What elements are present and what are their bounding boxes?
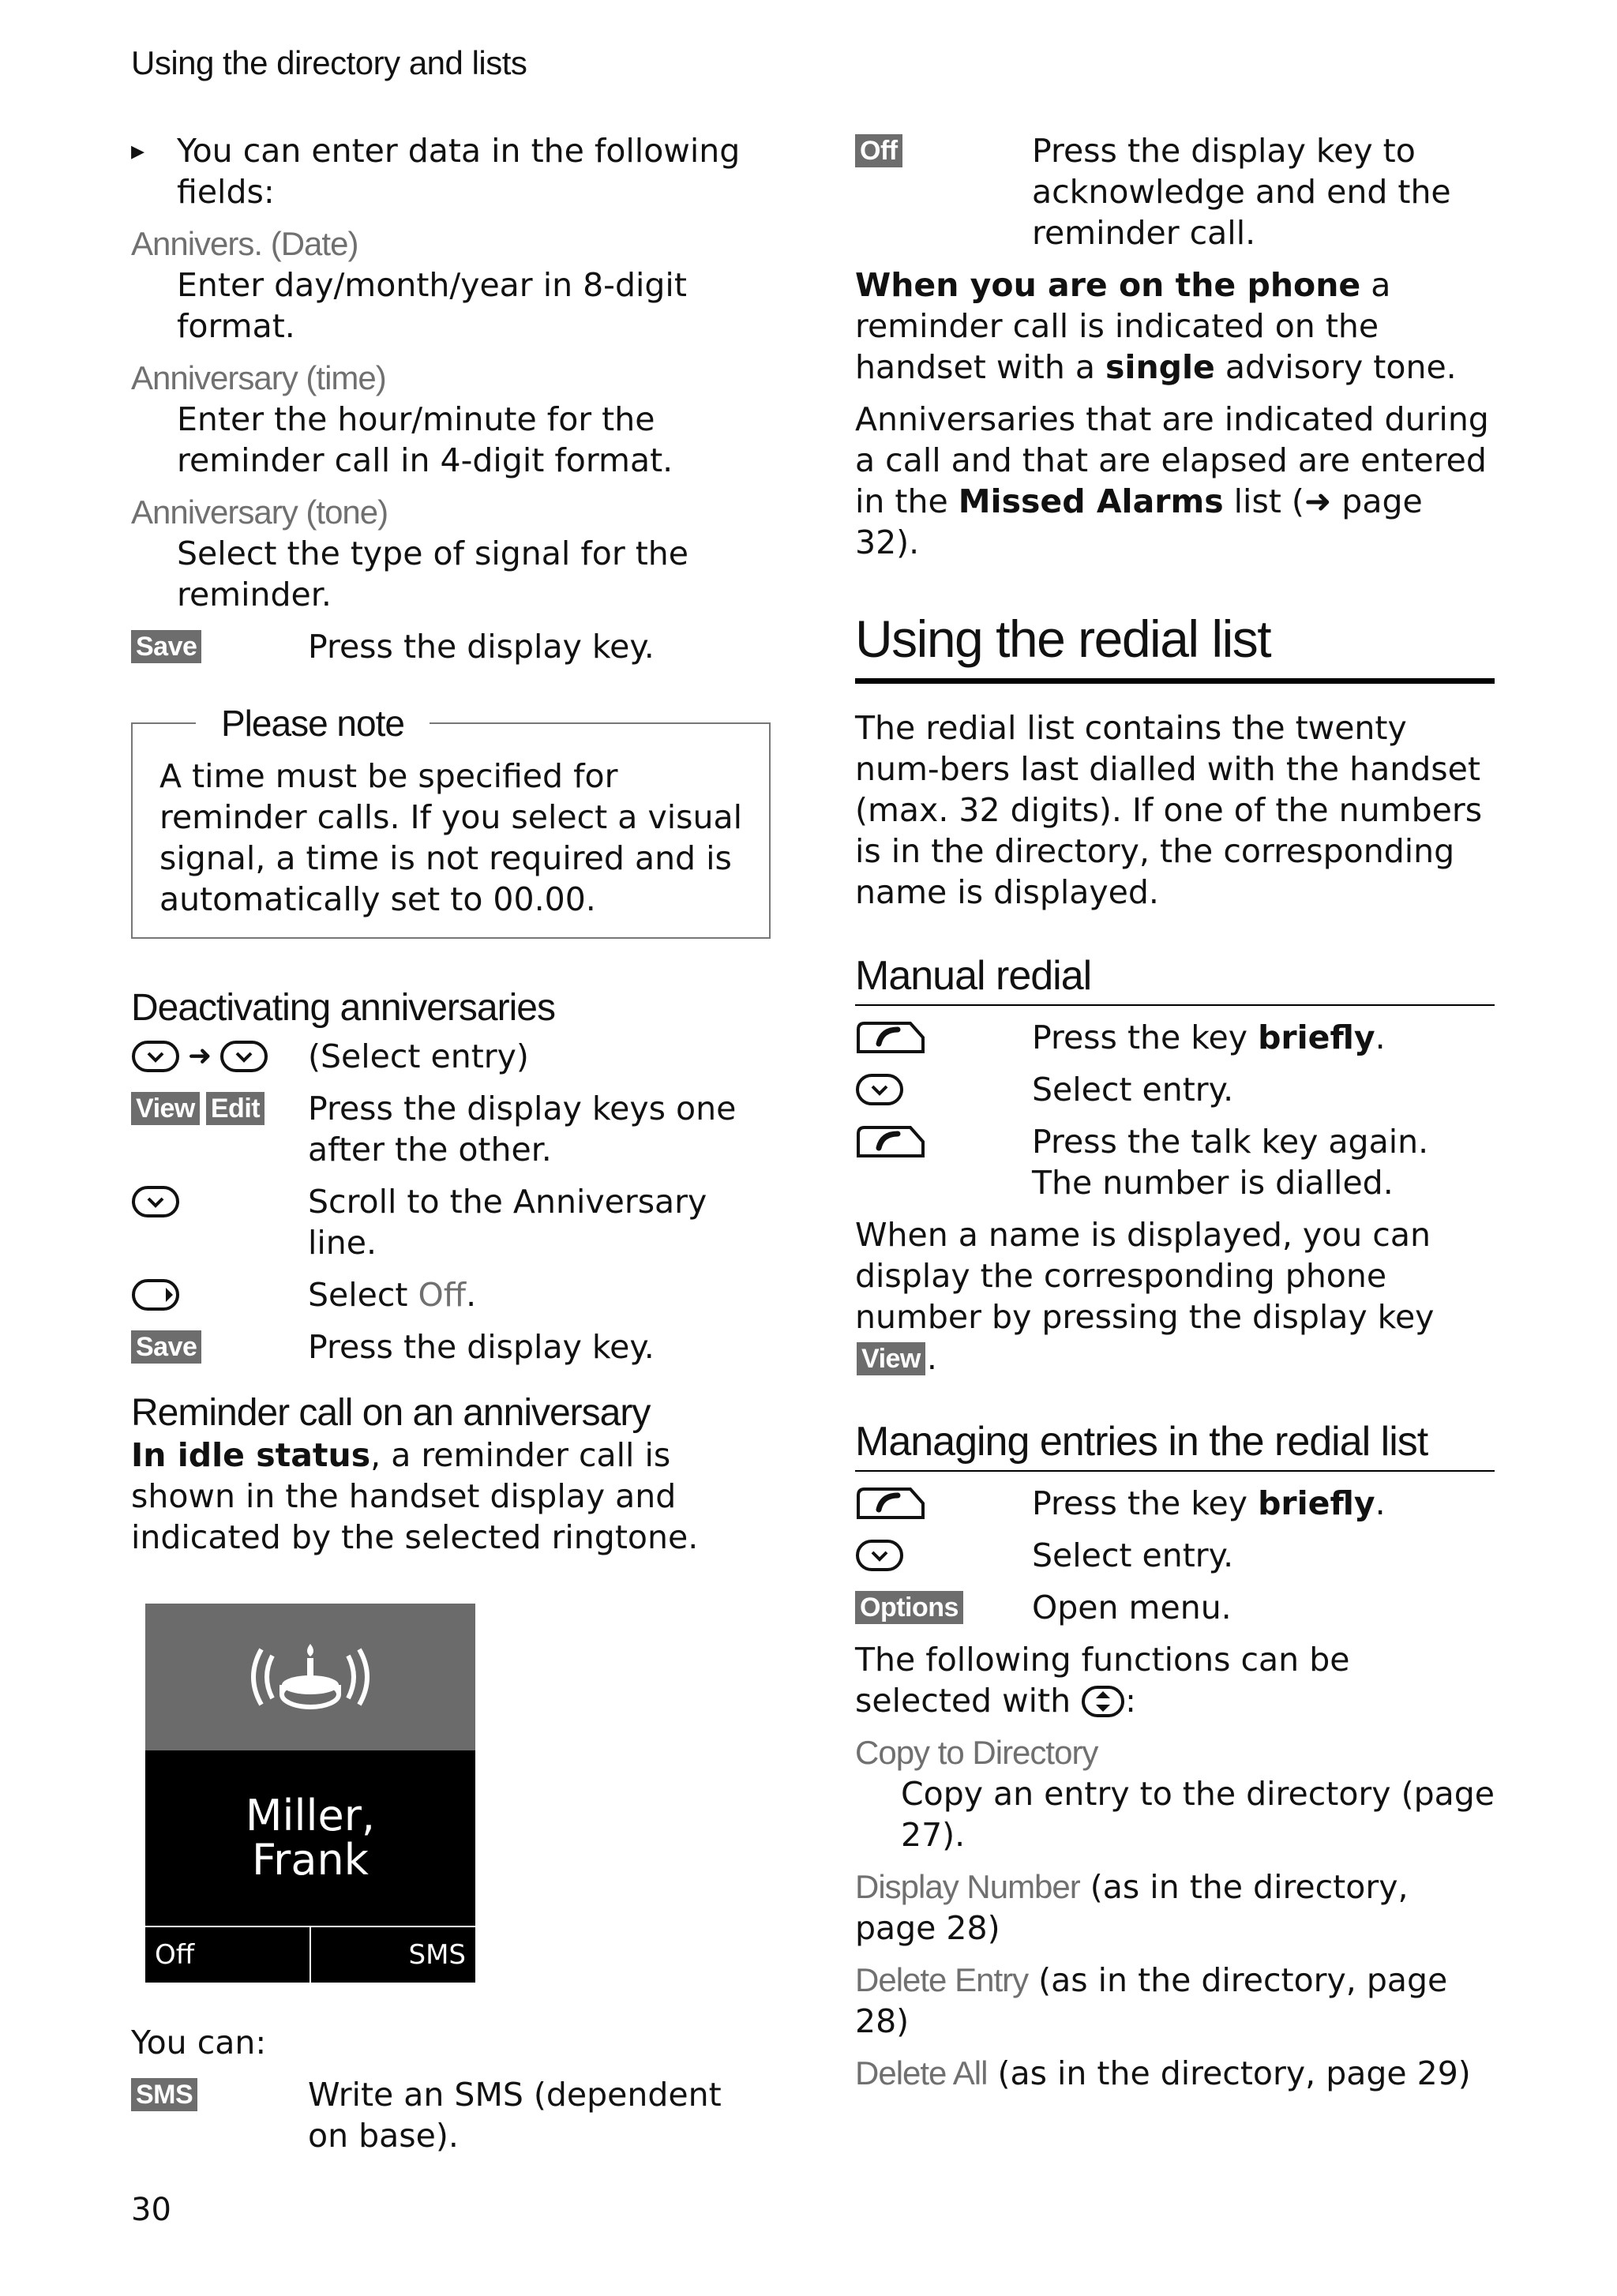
field-term-time: Anniversary (time) (131, 359, 386, 396)
field-desc-date: Enter day/month/year in 8-digit format. (177, 266, 687, 345)
redial-heading: Using the redial list (855, 609, 1495, 684)
view-key: View (131, 1092, 200, 1125)
manual-step-1-text: Press the key briefly. (1032, 1019, 1386, 1056)
select-entry-row (131, 1036, 771, 1077)
manual-step-2-text: Select entry. (1032, 1071, 1234, 1109)
intro-bullet (131, 130, 771, 212)
display-number-term: Display Number (855, 1868, 1080, 1905)
nav-down-icon-5 (855, 1539, 904, 1572)
edit-key: Edit (206, 1092, 264, 1125)
manual-step-3-text: Press the talk key again. The number is dialled. (1032, 1123, 1429, 1202)
select-off-row (131, 1274, 771, 1315)
on-phone-paragraph: When you are on the phone a reminder call is indicated on the handset with a single advisory tone. (855, 266, 1457, 386)
page-header-title: Using the directory and lists (131, 44, 527, 81)
arrow-right-icon: ➜ (188, 1040, 212, 1072)
nav-updown-icon (1081, 1685, 1125, 1718)
softkey-off[interactable]: Off (145, 1927, 311, 1983)
idle-status-paragraph: In idle status, a reminder call is shown in the handset display and indicated by the selected ringtone. (131, 1436, 699, 1556)
sms-key: SMS (131, 2078, 197, 2111)
off-row (855, 130, 1495, 253)
intro-text: You can enter data in the following fields: (177, 132, 741, 211)
off-text: Press the display key to acknowledge and end the reminder call. (1032, 132, 1451, 252)
talk-key-icon (855, 1020, 926, 1055)
save-step-2-text: Press the display key. (308, 1328, 655, 1366)
sms-row (131, 2074, 771, 2156)
view-edit-text: Press the display keys one after the other. (308, 1090, 737, 1169)
caller-name (145, 1750, 475, 1926)
manual-after-paragraph: When a name is displayed, you can display the corresponding phone number by pressing the display key View . (855, 1216, 1435, 1377)
left-column (131, 130, 771, 2156)
bullet-arrow-icon: ▸ (131, 135, 145, 167)
page-number: 30 (131, 2192, 171, 2228)
managing-step-1 (855, 1483, 1495, 1524)
view-key-inline: View (857, 1342, 925, 1375)
nav-down-icon-2 (219, 1040, 268, 1073)
page-ref-arrow-icon: ➜ (1304, 482, 1332, 520)
copy-to-directory-term: Copy to Directory (855, 1734, 1098, 1771)
please-note-box (131, 703, 771, 939)
display-softkeys (145, 1926, 475, 1983)
scroll-row (131, 1181, 771, 1263)
please-note-title: Please note (196, 702, 430, 745)
manual-step-3 (855, 1121, 1495, 1203)
delete-entry-item: Delete Entry (as in the directory, page 28) (855, 1961, 1448, 2040)
copy-to-directory-desc: Copy an entry to the directory (page 27). (901, 1775, 1495, 1854)
nav-right-icon (131, 1278, 180, 1311)
save-step-2 (131, 1326, 771, 1367)
options-key: Options (855, 1591, 963, 1624)
save-key-2: Save (131, 1330, 201, 1364)
delete-entry-term: Delete Entry (855, 1961, 1029, 1998)
functions-intro: The following functions can be selected with : (855, 1641, 1350, 1720)
display-icon-area (145, 1604, 475, 1750)
off-key: Off (855, 134, 902, 167)
delete-all-item: Delete All (as in the directory, page 29) (855, 2054, 1471, 2092)
field-term-date: Annivers. (Date) (131, 225, 358, 262)
caller-name-line2: Frank (252, 1835, 369, 1885)
field-desc-time: Enter the hour/minute for the reminder call in 4-digit format. (177, 400, 673, 479)
missed-alarms-paragraph: Anniversaries that are indicated during a call and that are elapsed are entered in the Missed Alarms list (➜ page 32). (855, 400, 1489, 561)
deactivating-heading: Deactivating anniversaries (131, 987, 555, 1029)
handset-display (145, 1604, 475, 1983)
off-option: Off (418, 1276, 467, 1314)
save-step (131, 626, 771, 667)
right-column (855, 130, 1495, 2094)
talk-key-icon-3 (855, 1486, 926, 1521)
managing-step-1-text: Press the key briefly. (1032, 1484, 1386, 1522)
manual-step-1 (855, 1017, 1495, 1058)
talk-key-icon-2 (855, 1124, 926, 1159)
managing-heading: Managing entries in the redial list (855, 1418, 1495, 1472)
caller-name-line1: Miller, (245, 1791, 376, 1840)
please-note-text: A time must be specified for reminder calls. If you select a visual signal, a time is not required and is automatically set to 00.00. (159, 757, 742, 918)
manual-step-2 (855, 1069, 1495, 1110)
field-term-tone: Anniversary (tone) (131, 493, 388, 531)
you-can-text: You can: (131, 2024, 267, 2062)
save-step-text: Press the display key. (308, 628, 655, 666)
nav-down-icon-3 (131, 1185, 180, 1218)
scroll-text: Scroll to the Anniversary line. (308, 1183, 707, 1262)
sms-text: Write an SMS (dependent on base). (308, 2076, 722, 2155)
anniversary-cake-icon (231, 1630, 389, 1724)
select-entry-text: (Select entry) (308, 1037, 529, 1075)
save-key: Save (131, 630, 201, 663)
manual-redial-heading: Manual redial (855, 952, 1495, 1006)
managing-step-2-text: Select entry. (1032, 1536, 1234, 1574)
field-desc-tone: Select the type of signal for the reminder. (177, 535, 689, 613)
managing-step-3-text: Open menu. (1032, 1589, 1232, 1626)
managing-step-2 (855, 1535, 1495, 1576)
managing-step-3 (855, 1587, 1495, 1628)
delete-all-term: Delete All (855, 2054, 988, 2092)
nav-down-icon-4 (855, 1073, 904, 1106)
display-number-item: Display Number (as in the directory, page 28) (855, 1868, 1409, 1947)
redial-intro: The redial list contains the twenty num-bers last dialled with the handset (max. 32 digits). If one of the numbers is in the directory, the corresponding name is displayed. (855, 709, 1483, 911)
nav-down-icon (131, 1040, 180, 1073)
select-off-text: Select Off. (308, 1276, 477, 1314)
view-edit-row (131, 1088, 771, 1170)
softkey-sms[interactable]: SMS (408, 1939, 466, 1971)
reminder-heading: Reminder call on an anniversary (131, 1392, 651, 1434)
